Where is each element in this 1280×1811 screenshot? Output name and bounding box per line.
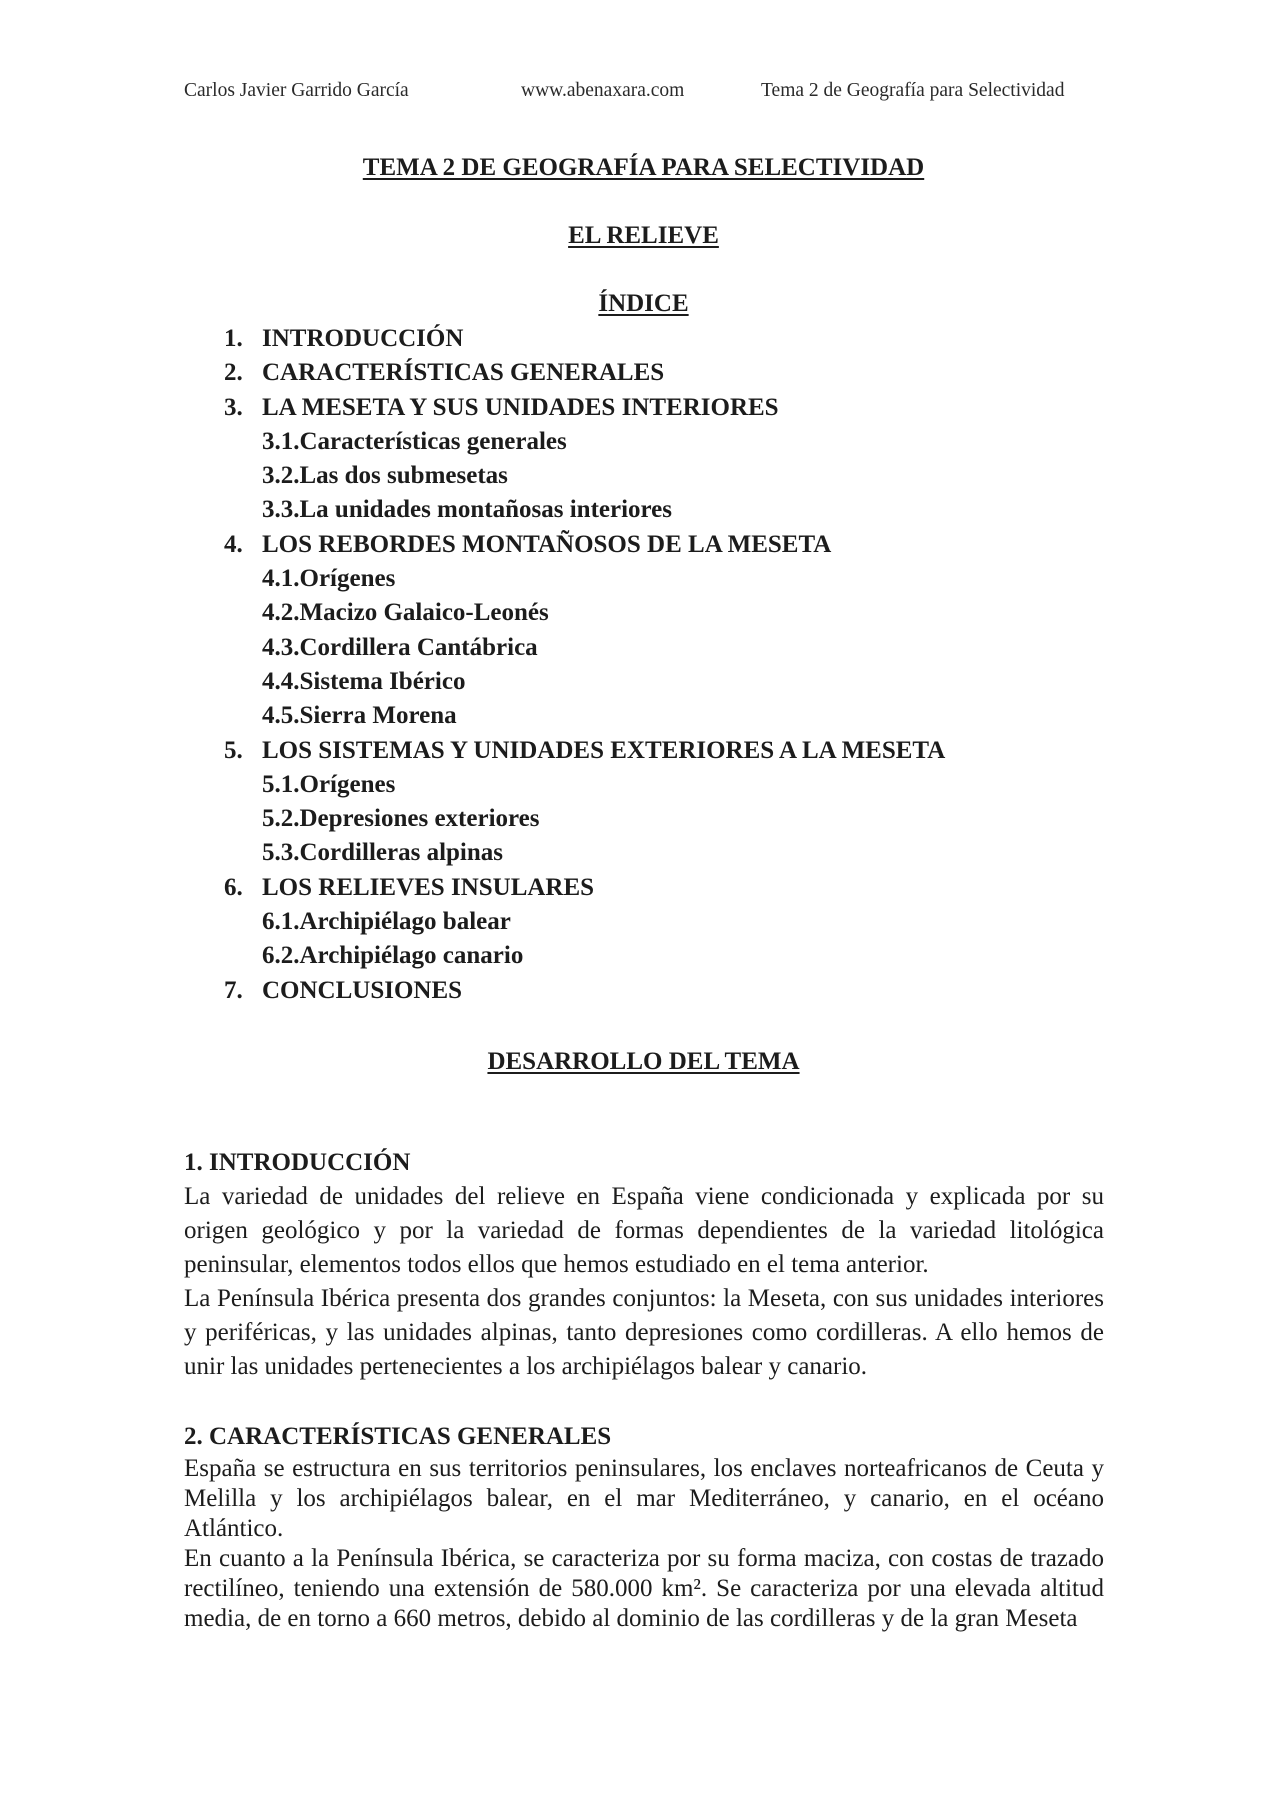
toc-number: 1. bbox=[224, 325, 243, 352]
toc-number: 6. bbox=[224, 873, 243, 901]
header-author: Carlos Javier Garrido García bbox=[184, 80, 409, 101]
toc-item bbox=[224, 356, 945, 390]
paragraph: España se estructura en sus territorios peninsulares, los enclaves norteafricanos de Ceuta y Melilla y los archipiélagos balear, en el mar Mediterráneo, y canario, en el océano Atlántico. bbox=[184, 1455, 1104, 1542]
toc-item bbox=[224, 322, 945, 356]
toc-item bbox=[224, 974, 945, 1008]
section-heading: 2. CARACTERÍSTICAS GENERALES bbox=[184, 1423, 612, 1450]
toc-subitem: 3.2.Las dos submesetas bbox=[262, 462, 508, 490]
section-general-characteristics bbox=[184, 1420, 1104, 1634]
toc-item bbox=[224, 734, 945, 768]
toc-subitem: 4.2.Macizo Galaico-Leonés bbox=[262, 599, 549, 627]
toc-subitem: 4.3.Cordillera Cantábrica bbox=[262, 633, 538, 661]
toc-subitem: 5.2.Depresiones exteriores bbox=[262, 805, 540, 833]
toc-subitem: 3.3.La unidades montañosas interiores bbox=[262, 496, 673, 524]
section-heading: 1. INTRODUCCIÓN bbox=[184, 1149, 411, 1176]
toc-item bbox=[224, 871, 945, 905]
subject-title: EL RELIEVE bbox=[568, 222, 719, 249]
toc-subitem: 5.3.Cordilleras alpinas bbox=[262, 839, 503, 867]
toc-subitem: 3.1.Características generales bbox=[262, 427, 567, 455]
paragraph: La Península Ibérica presenta dos grandes conjuntos: la Meseta, con sus unidades interiores y periféricas, y las unidades alpinas, tanto depresiones como cordilleras. A ello hemos de unir las unidades pertenecientes a los archipiélagos balear y canario. bbox=[184, 1285, 1104, 1380]
toc-subitem: 6.1.Archipiélago balear bbox=[262, 908, 511, 936]
index-title: ÍNDICE bbox=[598, 290, 689, 317]
toc-item bbox=[224, 528, 945, 562]
development-title: DESARROLLO DEL TEMA bbox=[487, 1048, 800, 1075]
toc-subitem: 5.1.Orígenes bbox=[262, 770, 396, 798]
toc-label: CARACTERÍSTICAS GENERALES bbox=[262, 359, 665, 387]
toc-number: 3. bbox=[224, 393, 243, 421]
toc-number: 2. bbox=[224, 359, 243, 387]
paragraph: En cuanto a la Península Ibérica, se caracteriza por su forma maciza, con costas de trazado rectilíneo, teniendo una extensión de 580.000 km². Se caracteriza por una elevada altitud media, de en torno a 660 metros, debido al dominio de las cordilleras y de la gran Meseta bbox=[184, 1545, 1104, 1632]
toc-label: CONCLUSIONES bbox=[262, 976, 463, 1004]
toc-label: LOS RELIEVES INSULARES bbox=[262, 873, 595, 901]
main-title: TEMA 2 DE GEOGRAFÍA PARA SELECTIVIDAD bbox=[362, 154, 925, 181]
toc-number: 7. bbox=[224, 976, 243, 1004]
paragraph: La variedad de unidades del relieve en España viene condicionada y explicada por su origen geológico y por la variedad de formas dependientes de la variedad litológica peninsular, elementos todos ellos que hemos estudiado en el tema anterior. bbox=[184, 1183, 1104, 1278]
toc-number: 4. bbox=[224, 530, 243, 558]
header-topic: Tema 2 de Geografía para Selectividad bbox=[761, 80, 1065, 101]
toc-subitem: 4.1.Orígenes bbox=[262, 565, 396, 593]
toc-label: LA MESETA Y SUS UNIDADES INTERIORES bbox=[262, 393, 779, 421]
toc-item bbox=[224, 391, 945, 425]
toc-label: LOS SISTEMAS Y UNIDADES EXTERIORES A LA MESETA bbox=[262, 736, 946, 764]
toc-label: INTRODUCCIÓN bbox=[262, 325, 464, 352]
table-of-contents bbox=[224, 322, 945, 1008]
section-introduction bbox=[184, 1146, 1104, 1384]
toc-subitem: 6.2.Archipiélago canario bbox=[262, 942, 524, 970]
header-website: www.abenaxara.com bbox=[521, 80, 685, 101]
toc-subitem: 4.5.Sierra Morena bbox=[262, 702, 457, 730]
toc-number: 5. bbox=[224, 736, 243, 764]
toc-label: LOS REBORDES MONTAÑOSOS DE LA MESETA bbox=[262, 530, 832, 558]
toc-subitem: 4.4.Sistema Ibérico bbox=[262, 667, 466, 695]
